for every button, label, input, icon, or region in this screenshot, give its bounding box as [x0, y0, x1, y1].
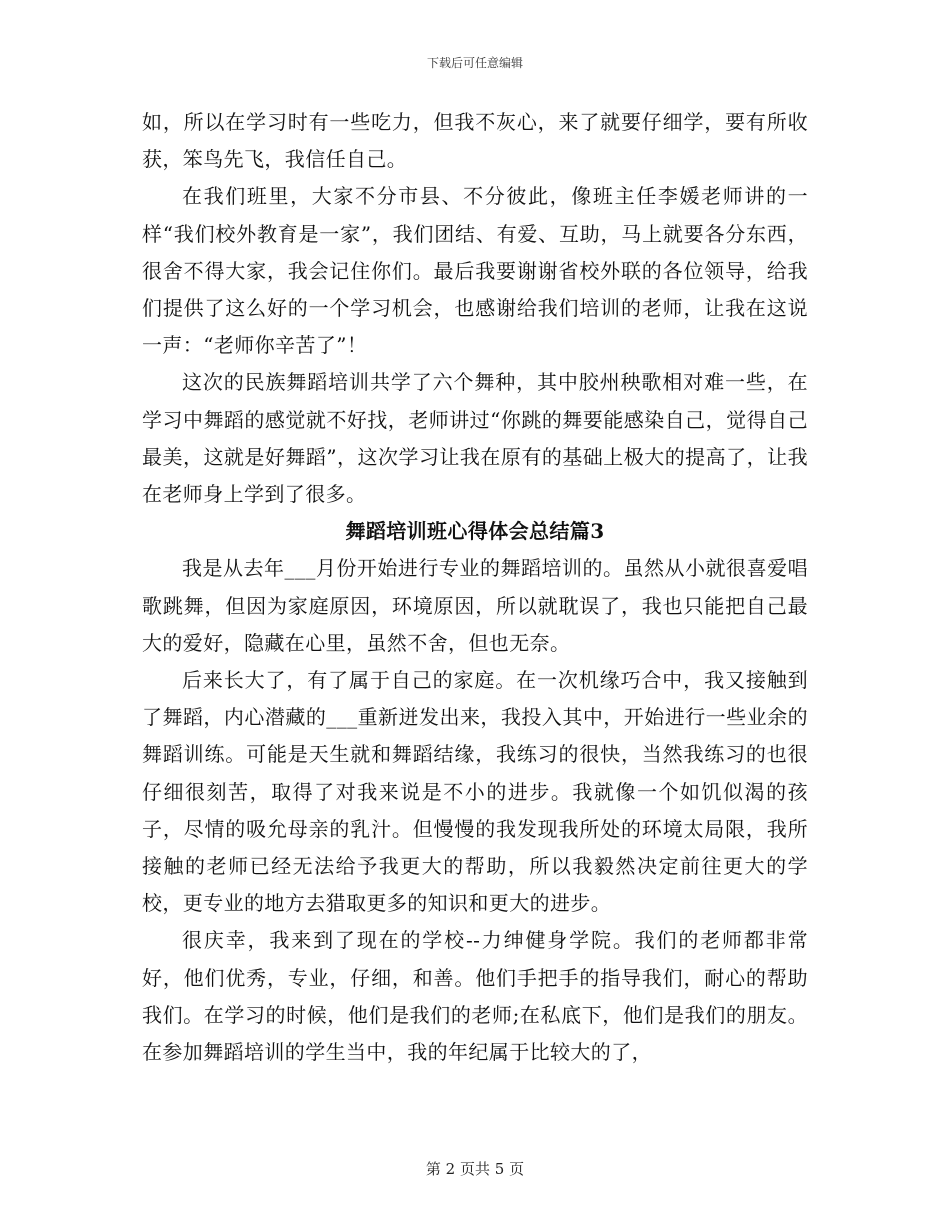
- paragraph: 在我们班里，大家不分市县、不分彼此，像班主任李媛老师讲的一样“我们校外教育是一家”，我们团结、有爱、互助，马上就要各分东西，很舍不得大家，我会记住你们。最后我要谢谢省校外联的各位领导，给我们提供了这么好的一个学习机会，也感谢给我们培训的老师，让我在这说一声：“老师你辛苦了”！: [142, 184, 808, 358]
- paragraph: 很庆幸，我来到了现在的学校--力绅健身学院。我们的老师都非常好，他们优秀，专业，仔细，和善。他们手把手的指导我们，耐心的帮助我们。在学习的时候，他们是我们的老师;在私底下，他们是我们的朋友。在参加舞蹈培训的学生当中，我的年纪属于比较大的了，: [142, 928, 808, 1065]
- page-header: 下载后可任意编辑: [426, 56, 523, 70]
- paragraph: 后来长大了，有了属于自己的家庭。在一次机缘巧合中，我又接触到了舞蹈，内心潜藏的___重新迸发出来，我投入其中，开始进行一些业余的舞蹈训练。可能是天生就和舞蹈结缘，我练习的很快，当然我练习的也很仔细很刻苦，取得了对我来说是不小的进步。我就像一个如饥似渴的孩子，尽情的吸允母亲的乳汁。但慢慢的我发现我所处的环境太局限，我所接触的老师已经无法给予我更大的帮助，所以我毅然决定前往更大的学校，更专业的地方去猎取更多的知识和更大的进步。: [142, 668, 808, 916]
- page-footer: 第 2 页共 5 页: [425, 1160, 525, 1178]
- section-title: 舞蹈培训班心得体会总结篇3: [345, 519, 605, 544]
- paragraph: 这次的民族舞蹈培训共学了六个舞种，其中胶州秧歌相对难一些，在学习中舞蹈的感觉就不好找，老师讲过“你跳的舞要能感染自己，觉得自己最美，这就是好舞蹈”，这次学习让我在原有的基础上极大的提高了，让我在老师身上学到了很多。: [142, 370, 808, 507]
- document-body: [142, 104, 808, 1071]
- paragraph-continued: 如，所以在学习时有一些吃力，但我不灰心，来了就要仔细学，要有所收获，笨鸟先飞，我信任自己。: [142, 110, 808, 172]
- paragraph: 我是从去年___月份开始进行专业的舞蹈培训的。虽然从小就很喜爱唱歌跳舞，但因为家庭原因，环境原因，所以就耽误了，我也只能把自己最大的爱好，隐藏在心里，虽然不舍，但也无奈。: [142, 556, 808, 655]
